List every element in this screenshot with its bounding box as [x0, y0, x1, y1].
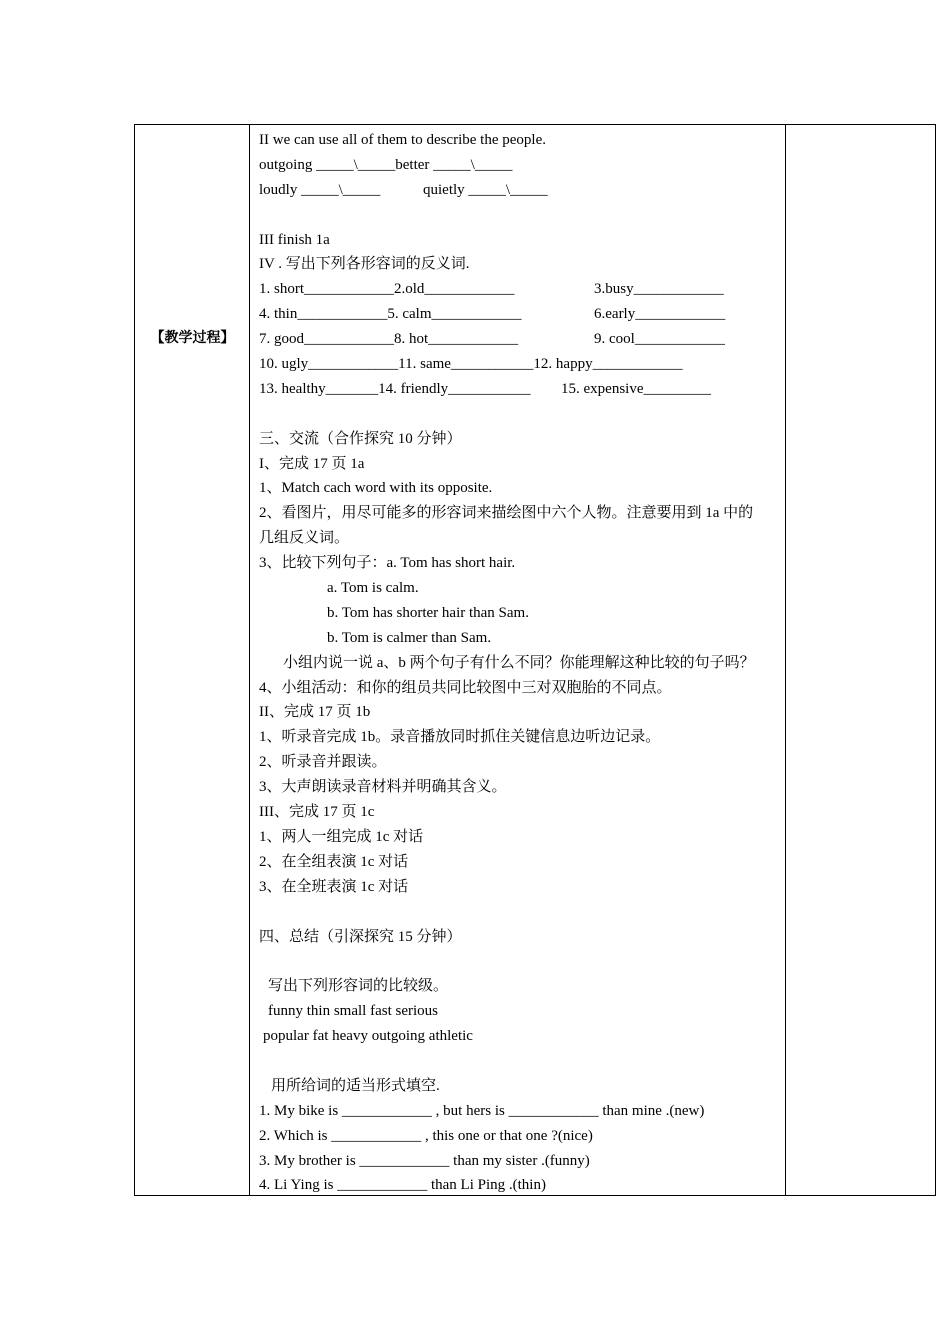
summary-q4: 4. Li Ying is ____________ than Li Ping .(thin): [259, 1177, 546, 1194]
exchange-iii-1: 1、两人一组完成 1c 对话: [259, 828, 424, 845]
summary-q1: 1. My bike is ____________ , but hers is ____________ than mine .(new): [259, 1102, 705, 1119]
exchange-ii-heading: II、完成 17 页 1b: [259, 704, 371, 721]
summary-q3: 3. My brother is ____________ than my sister .(funny): [259, 1152, 590, 1169]
section-label: 【教学过程】: [150, 330, 235, 346]
antonym-row: [259, 352, 784, 377]
antonym-row: [259, 377, 784, 402]
exchange-i-3q: 小组内说一说 a、b 两个句子有什么不同？你能理解这种比较的句子吗？: [283, 654, 755, 671]
antonym-row-right: 3.busy____________: [594, 281, 724, 298]
exchange-ii-2: 2、听录音并跟读。: [259, 754, 387, 771]
part2-pair2-right: quietly _____\_____: [423, 181, 548, 198]
part2-pair1: outgoing _____\_____better _____\_____: [259, 156, 513, 173]
summary-q2: 2. Which is ____________ , this one or that one ?(nice): [259, 1127, 593, 1144]
antonym-row-right: 9. cool____________: [594, 331, 725, 348]
antonym-row: [259, 277, 784, 302]
antonym-row: [259, 302, 784, 327]
antonym-row-left: 4. thin____________5. calm____________: [259, 306, 522, 323]
part2-pair2-left: loudly _____\_____: [259, 181, 381, 198]
exchange-i-3: 3、比较下列句子：a. Tom has short hair.: [259, 555, 516, 572]
exchange-i-3b: b. Tom has shorter hair than Sam.: [327, 604, 529, 621]
spacer: [259, 203, 784, 228]
notes-column: [785, 125, 935, 1195]
antonym-row-left: 13. healthy_______14. friendly___________: [259, 380, 531, 397]
summary-task1: 写出下列形容词的比较级。: [268, 978, 449, 995]
exchange-iii-heading: III、完成 17 页 1c: [259, 804, 375, 821]
exchange-i-4: 4、小组活动：和你的组员共同比较图中三对双胞胎的不同点。: [259, 679, 672, 696]
label-column: [135, 125, 250, 1195]
antonym-row-left: 1. short____________2.old____________: [259, 281, 515, 298]
spacer: [259, 900, 784, 925]
part3-heading: III finish 1a: [259, 231, 330, 248]
antonym-row-right: 15. expensive_________: [561, 380, 711, 397]
exchange-i-3a: a. Tom is calm.: [327, 580, 419, 597]
exchange-i-heading: I、完成 17 页 1a: [259, 455, 365, 472]
spacer: [259, 1049, 784, 1074]
exchange-i-2a: 2、看图片，用尽可能多的形容词来描绘图中六个人物。注意要用到 1a 中的: [259, 505, 754, 522]
exchange-i-1: 1、Match cach word with its opposite.: [259, 480, 493, 497]
exchange-ii-1: 1、听录音完成 1b。录音播放同时抓住关键信息边听边记录。: [259, 729, 661, 746]
summary-words2: popular fat heavy outgoing athletic: [263, 1028, 473, 1045]
exchange-ii-3: 3、大声朗读录音材料并明确其含义。: [259, 779, 507, 796]
lesson-content: [259, 128, 784, 1198]
exchange-i-2b: 几组反义词。: [259, 530, 350, 547]
exchange-iii-2: 2、在全组表演 1c 对话: [259, 853, 409, 870]
antonym-row: [259, 327, 784, 352]
summary-task2: 用所给词的适当形式填空.: [271, 1077, 440, 1094]
antonym-row-left: 10. ugly____________11. same___________12. happy____________: [259, 356, 683, 373]
part2-heading: II we can use all of them to describe the people.: [259, 132, 546, 148]
part4-heading: IV . 写出下列各形容词的反义词.: [259, 256, 470, 273]
spacer: [259, 402, 784, 427]
part2-pair2: [259, 178, 784, 203]
exchange-i-3c: b. Tom is calmer than Sam.: [327, 629, 492, 646]
summary-words1: funny thin small fast serious: [268, 1003, 438, 1020]
lesson-table: [134, 124, 936, 1196]
spacer: [259, 949, 784, 974]
antonym-row-left: 7. good____________8. hot____________: [259, 331, 519, 348]
exchange-heading: 三、交流（合作探究 10 分钟）: [259, 430, 462, 447]
summary-heading: 四、总结（引深探究 15 分钟）: [259, 928, 462, 945]
antonym-row-right: 6.early____________: [594, 306, 726, 323]
exchange-iii-3: 3、在全班表演 1c 对话: [259, 878, 409, 895]
